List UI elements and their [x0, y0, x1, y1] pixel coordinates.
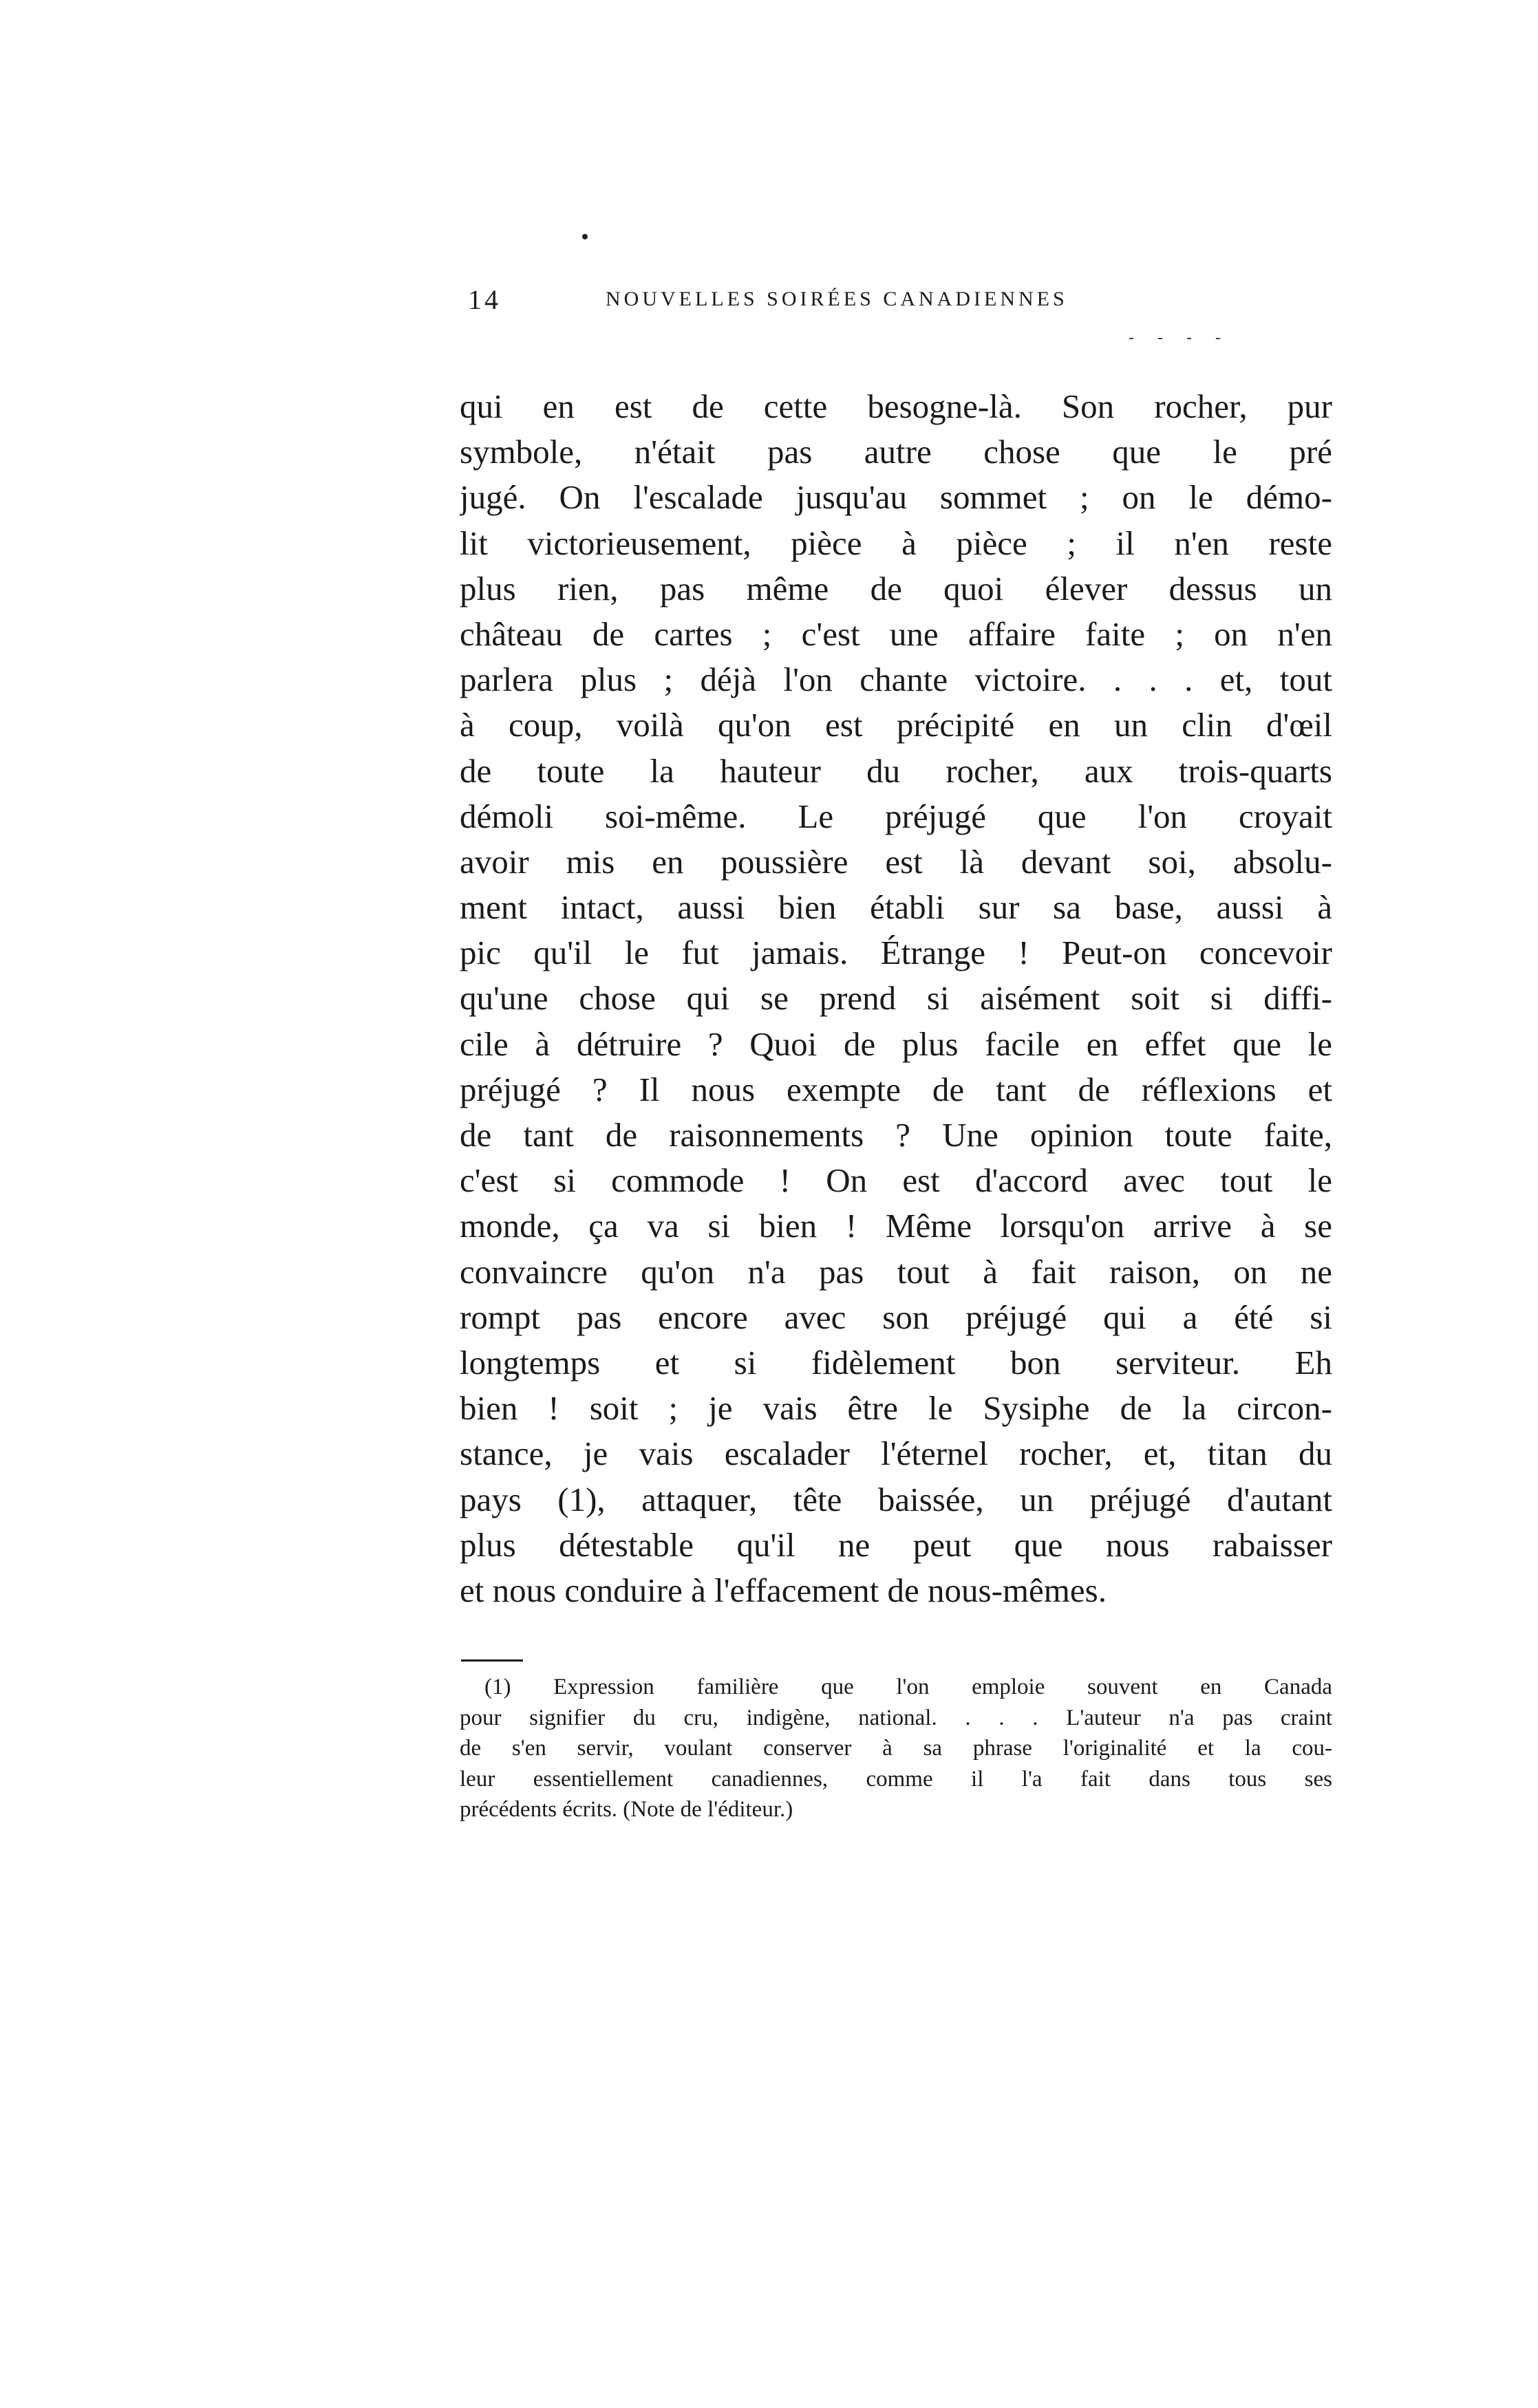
body-line: préjugé ? Il nous exempte de tant de réflexions et [460, 1070, 1332, 1108]
body-line: avoir mis en poussière est là devant soi, absolu- [460, 842, 1332, 881]
body-line: rompt pas encore avec son préjugé qui a été si [460, 1298, 1332, 1336]
body-line: symbole, n'était pas autre chose que le pré [460, 433, 1332, 471]
header-ornament-dashes: - - - - [1129, 329, 1230, 347]
print-speck [582, 234, 588, 239]
footnote-line: précédents écrits. (Note de l'éditeur.) [460, 1797, 793, 1822]
body-line: château de cartes ; c'est une affaire faite ; on n'en [460, 614, 1332, 653]
body-line: démoli soi-même. Le préjugé que l'on croyait [460, 797, 1332, 835]
body-text [460, 384, 1332, 1613]
body-line: monde, ça va si bien ! Même lorsqu'on arrive à se [460, 1207, 1332, 1245]
body-line: stance, je vais escalader l'éternel rocher, et, titan du [460, 1434, 1332, 1473]
footnote-rule [461, 1659, 523, 1662]
body-line: parlera plus ; déjà l'on chante victoire. . . . et, tout [460, 660, 1332, 699]
footnote-line: de s'en servir, voulant conserver à sa phrase l'originalité et la cou- [460, 1736, 1332, 1761]
body-line: longtemps et si fidèlement bon serviteur. Eh [460, 1343, 1332, 1382]
running-head [468, 283, 1335, 325]
body-line: cile à détruire ? Quoi de plus facile en effet que le [460, 1024, 1332, 1063]
running-title: NOUVELLES SOIRÉES CANADIENNES [606, 288, 1068, 310]
body-line: c'est si commode ! On est d'accord avec tout le [460, 1161, 1332, 1200]
body-line: bien ! soit ; je vais être le Sysiphe de la circon- [460, 1389, 1332, 1428]
body-line: jugé. On l'escalade jusqu'au sommet ; on le démo- [460, 478, 1332, 517]
body-line: qui en est de cette besogne-là. Son rocher, pur [460, 387, 1332, 425]
footnote-line: pour signifier du cru, indigène, national. . . . L'auteur n'a pas craint [460, 1705, 1332, 1730]
body-line: plus rien, pas même de quoi élever dessus un [460, 569, 1332, 608]
page-number: 14 [468, 284, 501, 315]
footnote [460, 1672, 1332, 1825]
body-line: qu'une chose qui se prend si aisément soit si diffi- [460, 979, 1332, 1018]
body-line: à coup, voilà qu'on est précipité en un clin d'œil [460, 706, 1332, 744]
body-line: et nous conduire à l'effacement de nous-mêmes. [460, 1571, 1107, 1609]
body-line: pays (1), attaquer, tête baissée, un préjugé d'autant [460, 1480, 1332, 1518]
body-line: lit victorieusement, pièce à pièce ; il n'en reste [460, 524, 1332, 562]
body-line: pic qu'il le fut jamais. Étrange ! Peut-on concevoir [460, 934, 1332, 972]
body-line: de tant de raisonnements ? Une opinion toute faite, [460, 1116, 1332, 1154]
body-line: ment intact, aussi bien établi sur sa base, aussi à [460, 888, 1332, 927]
footnote-line: leur essentiellement canadiennes, comme il l'a fait dans tous ses [460, 1766, 1332, 1792]
footnote-line: (1) Expression familière que l'on emploie souvent en Canada [484, 1675, 1332, 1699]
body-line: convaincre qu'on n'a pas tout à fait raison, on ne [460, 1252, 1332, 1291]
body-line: plus détestable qu'il ne peut que nous rabaisser [460, 1525, 1332, 1564]
body-line: de toute la hauteur du rocher, aux trois-quarts [460, 751, 1332, 790]
